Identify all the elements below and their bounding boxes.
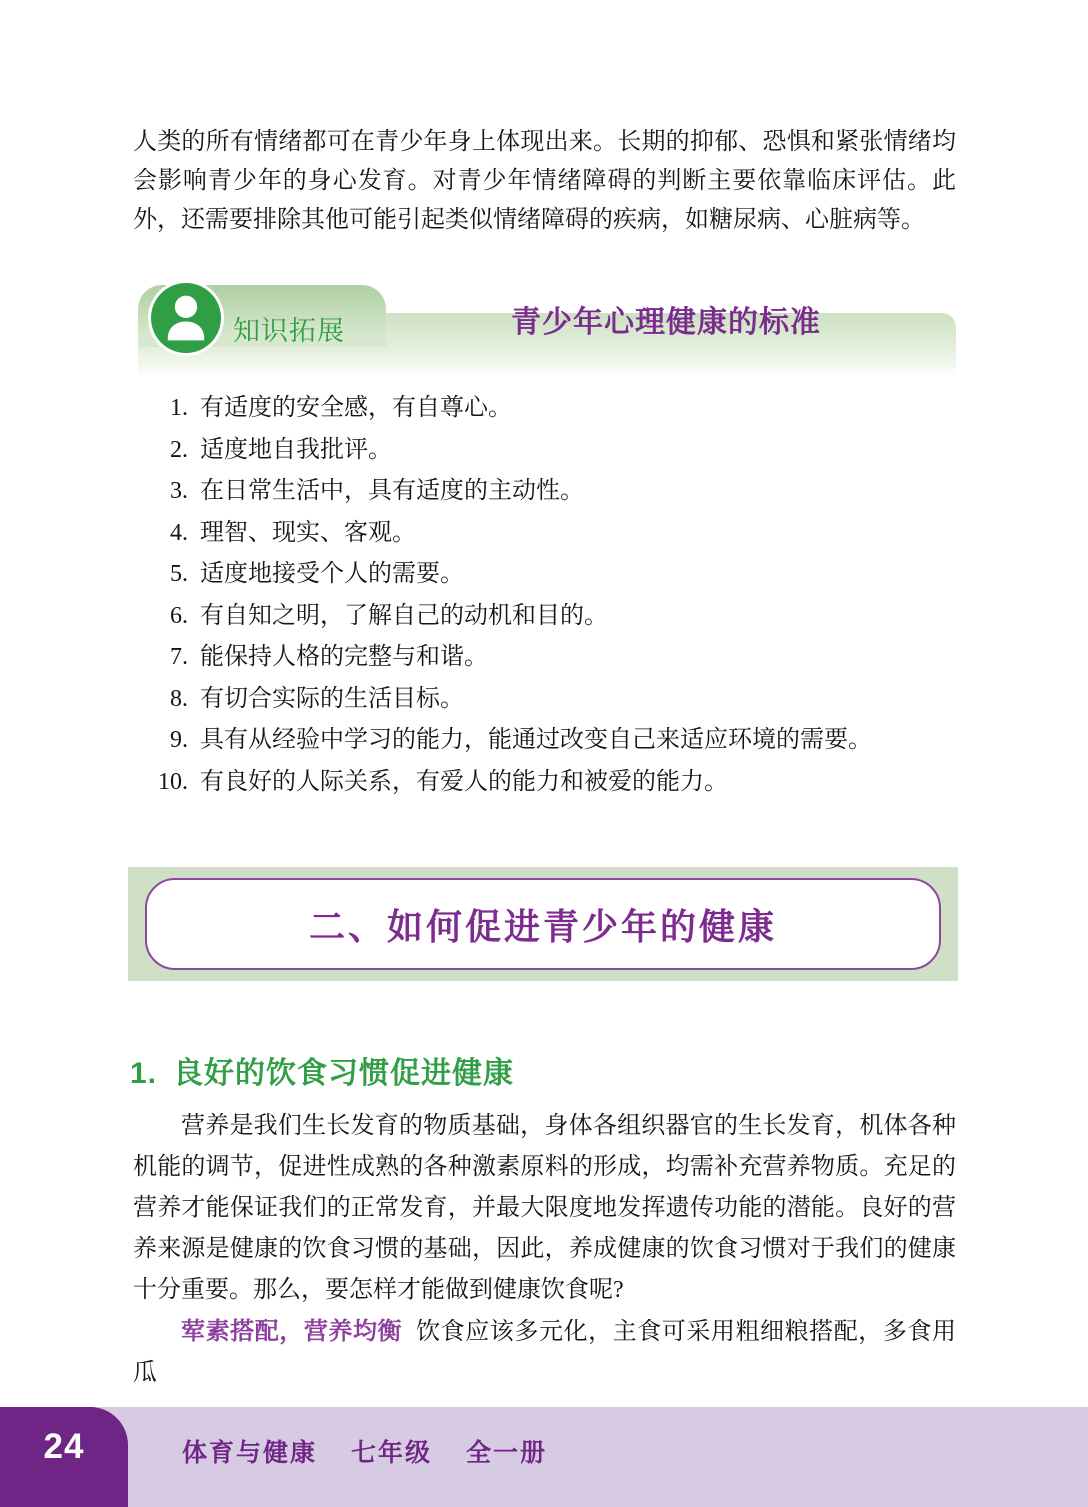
tip-text: 饮食应该多元化，主食可采用粗细粮搭配，多食用瓜 (133, 1319, 957, 1386)
list-item (133, 596, 956, 638)
page-footer (0, 1407, 1088, 1507)
knowledge-box-title: 青少年心理健康的标准 (511, 306, 821, 339)
list-item-text: 有良好的人际关系，有爱人的能力和被爱的能力。 (200, 768, 728, 795)
knowledge-box-tab-label: 知识拓展 (233, 316, 345, 346)
list-item (133, 720, 956, 762)
list-item (133, 762, 956, 804)
section-heading-strip (128, 867, 958, 981)
nutrition-paragraph: 营养是我们生长发育的物质基础，身体各组织器官的生长发育，机体各种机能的调节，促进性成熟的各种激素原料的形成，均需补充营养物质。充足的营养才能保证我们的正常发育，并最大限度地发挥遗传功能的潜能。良好的营养来源是健康的饮食习惯的基础，因此，养成健康的饮食习惯对于我们的健康十分重要。那么，要怎样才能做到健康饮食呢? (133, 1113, 956, 1303)
list-item-text: 适度地接受个人的需要。 (200, 561, 464, 587)
list-item (133, 679, 956, 721)
mental-health-standards-list (133, 388, 956, 803)
footer-grade: 七年级 (351, 1439, 433, 1467)
footer-book-title: 体育与健康 (182, 1439, 318, 1467)
list-item-number: 9. (170, 727, 188, 753)
list-item-text: 适度地自我批评。 (200, 436, 392, 463)
list-item-text: 具有从经验中学习的能力，能通过改变自己来适应环境的需要。 (200, 727, 872, 753)
list-item-text: 在日常生活中，具有适度的主动性。 (200, 478, 584, 504)
list-item-number: 3. (170, 478, 188, 504)
list-item (133, 554, 956, 596)
list-item-number: 5. (170, 561, 188, 587)
section-title: 二、如何促进青少年的健康 (308, 905, 777, 947)
list-item (133, 637, 956, 679)
list-item-text: 能保持人格的完整与和谐。 (200, 644, 488, 670)
subsection-number: 1. (130, 1057, 158, 1090)
footer-volume: 全一册 (466, 1439, 548, 1467)
person-icon (151, 283, 221, 353)
list-item-number: 2. (170, 436, 188, 463)
tip-lead-phrase: 荤素搭配，营养均衡 (181, 1318, 403, 1345)
list-item (133, 388, 956, 430)
list-item-number: 7. (170, 644, 188, 670)
list-item-text: 有自知之明，了解自己的动机和目的。 (200, 602, 608, 629)
knowledge-box-header (133, 283, 956, 378)
page-number-block (0, 1407, 128, 1507)
list-item (133, 471, 956, 513)
knowledge-expansion-box (133, 283, 956, 803)
list-item-number: 4. (170, 519, 188, 546)
list-item-number: 1. (170, 395, 188, 421)
intro-paragraph: 人类的所有情绪都可在青少年身上体现出来。长期的抑郁、恐惧和紧张情绪均会影响青少年的身心发育。对青少年情绪障碍的判断主要依靠临床评估。此外，还需要排除其他可能引起类似情绪障碍的疾病，如糖尿病、心脏病等。 (133, 129, 956, 233)
subsection-title: 良好的饮食习惯促进健康 (173, 1057, 515, 1090)
list-item-number: 6. (170, 602, 188, 629)
subsection-heading (130, 1048, 514, 1092)
list-item (133, 513, 956, 555)
page-number: 24 (43, 1427, 85, 1466)
list-item-text: 有切合实际的生活目标。 (200, 685, 464, 712)
list-item-number: 10. (158, 768, 188, 795)
list-item-text: 有适度的安全感，有自尊心。 (200, 395, 512, 421)
section-heading-box (145, 878, 941, 970)
footer-book-info (182, 1433, 581, 1469)
tip-paragraph (133, 1311, 956, 1394)
list-item (133, 430, 956, 472)
list-item-text: 理智、现实、客观。 (200, 519, 416, 546)
list-item-number: 8. (170, 685, 188, 712)
